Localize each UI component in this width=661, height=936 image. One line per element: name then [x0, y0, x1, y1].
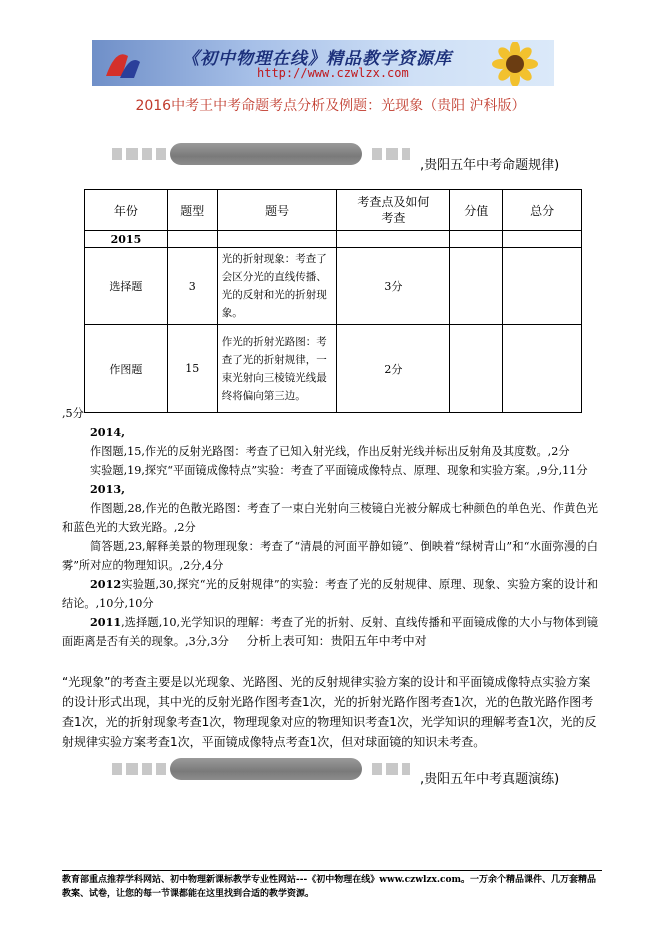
table-row — [85, 231, 582, 248]
page-footer: 教育部重点推荐学科网站、初中物理新课标教学专业性网站---《初中物理在线》www.czwlzx.com。一万余个精品课件、几万套精品教案、试卷，让您的每一节课都能在这里找到合适的教学资源。 — [62, 870, 602, 901]
after-table-text: ,5分 — [62, 407, 84, 420]
exam-table — [84, 189, 582, 413]
score-cell: 2分 — [337, 325, 450, 413]
number-cell: 3 — [167, 248, 217, 325]
year-cell: 2015 — [85, 231, 168, 248]
number-cell: 15 — [167, 325, 217, 413]
table-row — [85, 248, 582, 325]
paragraph: 作图题,15,作光的反射光路图：考查了已知入射光线，作出反射光线并标出反射角及其度数。,2分 — [90, 445, 570, 458]
table-header: 题号 — [217, 190, 337, 231]
site-logo-icon — [102, 46, 144, 82]
year-heading: 2013, — [90, 482, 126, 496]
analysis-paragraph: “光现象”的考查主要是以光现象、光路图、光的反射规律实验方案的设计和平面镜成像特点实验方案的设计形式出现，其中光的反射光路作图考查1次，光的折射光路作图考查1次，光的色散光路作图考查1次，光的折射现象考查1次，物理现象对应的物理知识考查1次，光学知识的理解考查1次，光的反射规律实验方案考查1次，平面镜成像特点考查1次，但对球面镜的知识未考查。 — [62, 675, 597, 749]
paragraph: 2011,选择题,10,光学知识的理解：考查了光的折射、反射、直线传播和平面镜成像的大小与物体到镜面距离是否有关的现象。,3分,3分 分析上表可知：贵阳五年中考中对 — [62, 615, 598, 648]
section-header-bar — [112, 143, 422, 165]
sunflower-icon — [480, 42, 550, 86]
table-header: 分值 — [450, 190, 503, 231]
table-header: 考查点及如何考查 — [337, 190, 450, 231]
paragraph: 简答题,23,解释美景的物理现象：考查了“清晨的河面平静如镜”、倒映着“绿树青山”和“水面弥漫的白雾”所对应的物理知识。,2分,4分 — [62, 540, 598, 572]
document-title: 2016中考王中考命题考点分析及例题：光现象（贵阳 沪科版） — [135, 98, 526, 114]
paragraph: 2012实验题,30,探究“光的反射规律”的实验：考查了光的反射规律、原理、现象、实验方案的设计和结论。,10分,10分 — [62, 577, 598, 610]
type-cell: 作图题 — [85, 325, 168, 413]
paragraph: 作图题,28,作光的色散光路图：考查了一束白光射向三棱镜白光被分解成七种颜色的单色光、作黄色光和蓝色光的大致光路。,2分 — [62, 502, 598, 534]
desc-cell: 作光的折射光路图：考查了光的折射规律，一束光射向三棱镜光线最终将偏向第三边。 — [217, 325, 337, 413]
table-header-row — [85, 190, 582, 231]
banner-url[interactable]: http://www.czwlzx.com — [257, 66, 409, 80]
table-header: 总分 — [503, 190, 582, 231]
score-cell: 3分 — [337, 248, 450, 325]
section-label-practice: ,贵阳五年中考真题演练) — [420, 772, 560, 787]
table-row — [85, 325, 582, 413]
banner-title: 《初中物理在线》精品教学资源库 — [182, 49, 452, 69]
table-header: 年份 — [85, 190, 168, 231]
table-header: 题型 — [167, 190, 217, 231]
paragraph: 实验题,19,探究“平面镜成像特点”实验：考查了平面镜成像特点、原理、现象和实验方案。,9分,11分 — [90, 464, 588, 477]
site-banner — [92, 40, 554, 86]
section-header-bar — [112, 758, 422, 780]
body-text — [62, 404, 598, 651]
desc-cell: 光的折射现象：考查了会区分光的直线传播、光的反射和光的折射现象。 — [217, 248, 337, 325]
section-label-rules: ,贵阳五年中考命题规律) — [420, 158, 560, 173]
year-heading: 2014, — [90, 425, 126, 439]
type-cell: 选择题 — [85, 248, 168, 325]
